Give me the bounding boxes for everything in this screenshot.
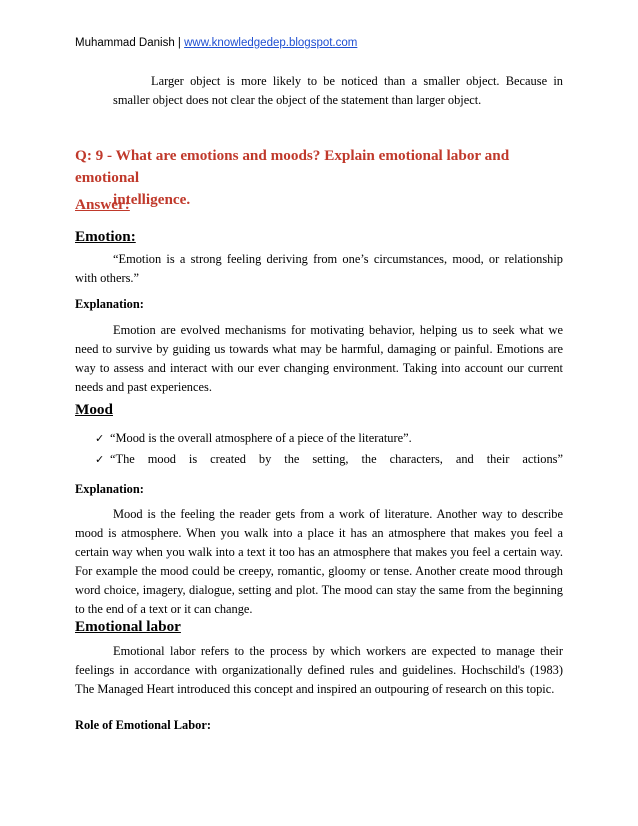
answer-label: Answer: — [75, 196, 130, 213]
emotion-explanation: Emotion are evolved mechanisms for motivating behavior, helping us to seek what we need to survive by guiding us towards what may be harmful, damaging or painful. Emotions are way to assess and interact with our ever changing environment. Taking into account our current needs and past experiences. — [75, 323, 563, 394]
question-line-2: intelligence. — [113, 191, 191, 208]
emotion-explanation-block — [75, 321, 563, 397]
checkmark-icon: ✓ — [95, 453, 105, 466]
emotion-explanation-label: Explanation: — [75, 297, 144, 311]
emotional-labor-heading: Emotional labor — [75, 618, 181, 635]
mood-explanation-block — [75, 505, 563, 619]
mood-bullet-list — [95, 428, 563, 470]
intro-paragraph — [75, 72, 563, 110]
emotion-definition-block — [75, 250, 563, 288]
mood-explanation: Mood is the feeling the reader gets from a work of literature. Another way to describe mood is atmosphere. When you walk into a place it has an atmosphere that makes you feel a certain way when you walk into a text it too has an atmosphere that makes you feel a certain way. For example the mood could be creepy, romantic, gloomy or tense. Another create mood through word choice, imagery, dialogue, setting and plot. The mood can stay the same from the beginning to the end of a text or it can change. — [75, 507, 563, 616]
list-item — [95, 449, 563, 470]
emotion-definition: “Emotion is a strong feeling deriving from one’s circumstances, mood, or relationship with others.” — [75, 252, 563, 285]
list-item — [95, 428, 563, 449]
header-author: Muhammad Danish — [75, 37, 175, 49]
question-line-1: Q: 9 - What are emotions and moods? Explain emotional labor and emotional — [75, 147, 510, 186]
header-url-link[interactable]: www.knowledgedep.blogspot.com — [184, 37, 358, 49]
mood-explanation-label: Explanation: — [75, 482, 144, 496]
intro-line-1: Larger object is more likely to be noticed than a smaller object. Because in — [151, 74, 563, 88]
page-header — [75, 37, 357, 49]
role-of-emotional-labor-label: Role of Emotional Labor: — [75, 718, 211, 732]
mood-heading: Mood — [75, 401, 113, 418]
intro-line-2: smaller object does not clear the object of the statement than larger object. — [113, 93, 482, 107]
emotional-labor-text: Emotional labor refers to the process by which workers are expected to manage their feelings in accordance with organizationally defined rules and guidelines. Hochschild's (1983) The Managed Heart introduced this concept and inspired an outpouring of research on this topic. — [75, 644, 563, 696]
header-separator: | — [174, 37, 185, 49]
emotion-heading: Emotion: — [75, 228, 136, 245]
checkmark-icon: ✓ — [95, 432, 105, 445]
mood-bullet-text: “The mood is created by the setting, the characters, and their actions” — [110, 452, 563, 466]
emotional-labor-block — [75, 642, 563, 699]
mood-bullet-text: “Mood is the overall atmosphere of a piece of the literature”. — [110, 431, 412, 445]
